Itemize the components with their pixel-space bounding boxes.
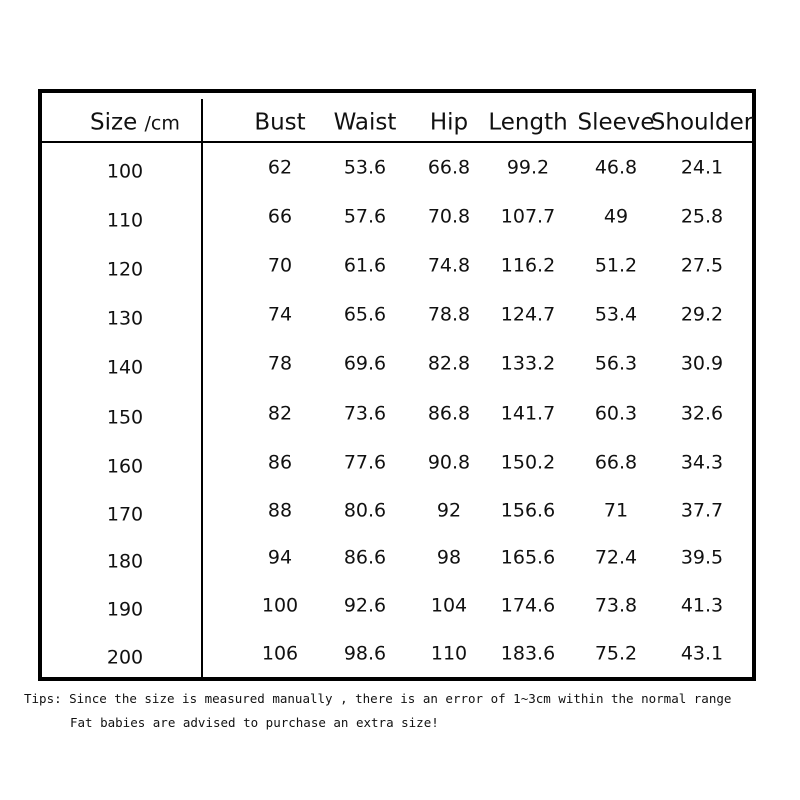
value-cell-hip: 86.8	[427, 402, 471, 425]
value-cell-shoulder: 34.3	[680, 451, 724, 474]
value-cell-sleeve: 49	[603, 205, 629, 228]
size-cell: 100	[106, 160, 144, 183]
size-header: Size /cm	[90, 109, 180, 136]
value-cell-sleeve: 46.8	[594, 156, 638, 179]
column-header-waist: Waist	[333, 109, 397, 136]
value-cell-shoulder: 30.9	[680, 352, 724, 375]
size-cell: 200	[106, 646, 144, 669]
size-cell: 170	[106, 503, 144, 526]
value-cell-bust: 62	[267, 156, 293, 179]
value-cell-hip: 90.8	[427, 451, 471, 474]
value-cell-shoulder: 29.2	[680, 303, 724, 326]
size-unit: /cm	[144, 112, 180, 135]
value-cell-length: 116.2	[500, 254, 556, 277]
value-cell-waist: 53.6	[343, 156, 387, 179]
value-cell-bust: 94	[267, 546, 293, 569]
value-cell-bust: 74	[267, 303, 293, 326]
value-cell-sleeve: 71	[603, 499, 629, 522]
size-column-divider	[201, 99, 203, 679]
size-cell: 140	[106, 356, 144, 379]
value-cell-bust: 86	[267, 451, 293, 474]
size-chart-table	[38, 89, 756, 681]
column-header-shoulder: Shoulder	[650, 109, 754, 136]
value-cell-length: 156.6	[500, 499, 556, 522]
value-cell-waist: 73.6	[343, 402, 387, 425]
value-cell-hip: 104	[430, 594, 468, 617]
size-cell: 190	[106, 598, 144, 621]
value-cell-length: 165.6	[500, 546, 556, 569]
value-cell-sleeve: 75.2	[594, 642, 638, 665]
value-cell-bust: 106	[261, 642, 299, 665]
value-cell-hip: 98	[436, 546, 462, 569]
value-cell-length: 124.7	[500, 303, 556, 326]
tips-line-2: Fat babies are advised to purchase an extra size!	[70, 715, 439, 730]
value-cell-shoulder: 39.5	[680, 546, 724, 569]
value-cell-shoulder: 37.7	[680, 499, 724, 522]
value-cell-hip: 82.8	[427, 352, 471, 375]
value-cell-waist: 98.6	[343, 642, 387, 665]
value-cell-shoulder: 27.5	[680, 254, 724, 277]
value-cell-hip: 110	[430, 642, 468, 665]
column-header-bust: Bust	[254, 109, 306, 136]
size-cell: 160	[106, 455, 144, 478]
value-cell-shoulder: 41.3	[680, 594, 724, 617]
value-cell-length: 174.6	[500, 594, 556, 617]
value-cell-sleeve: 66.8	[594, 451, 638, 474]
value-cell-waist: 86.6	[343, 546, 387, 569]
value-cell-sleeve: 56.3	[594, 352, 638, 375]
value-cell-shoulder: 32.6	[680, 402, 724, 425]
value-cell-bust: 82	[267, 402, 293, 425]
value-cell-bust: 66	[267, 205, 293, 228]
value-cell-shoulder: 43.1	[680, 642, 724, 665]
value-cell-length: 150.2	[500, 451, 556, 474]
value-cell-bust: 78	[267, 352, 293, 375]
value-cell-waist: 61.6	[343, 254, 387, 277]
value-cell-waist: 77.6	[343, 451, 387, 474]
value-cell-waist: 57.6	[343, 205, 387, 228]
value-cell-length: 99.2	[506, 156, 550, 179]
value-cell-sleeve: 72.4	[594, 546, 638, 569]
size-cell: 180	[106, 550, 144, 573]
value-cell-hip: 66.8	[427, 156, 471, 179]
size-cell: 120	[106, 258, 144, 281]
value-cell-sleeve: 73.8	[594, 594, 638, 617]
value-cell-hip: 78.8	[427, 303, 471, 326]
value-cell-length: 107.7	[500, 205, 556, 228]
value-cell-bust: 100	[261, 594, 299, 617]
value-cell-sleeve: 60.3	[594, 402, 638, 425]
value-cell-hip: 92	[436, 499, 462, 522]
value-cell-waist: 80.6	[343, 499, 387, 522]
value-cell-waist: 65.6	[343, 303, 387, 326]
column-header-hip: Hip	[429, 109, 469, 136]
value-cell-sleeve: 53.4	[594, 303, 638, 326]
value-cell-length: 133.2	[500, 352, 556, 375]
value-cell-shoulder: 24.1	[680, 156, 724, 179]
size-cell: 150	[106, 406, 144, 429]
value-cell-length: 183.6	[500, 642, 556, 665]
value-cell-sleeve: 51.2	[594, 254, 638, 277]
tips-line-1: Tips: Since the size is measured manually , there is an error of 1~3cm within the normal range	[24, 691, 732, 706]
column-header-length: Length	[488, 109, 568, 136]
size-cell: 110	[106, 209, 144, 232]
value-cell-shoulder: 25.8	[680, 205, 724, 228]
value-cell-waist: 69.6	[343, 352, 387, 375]
value-cell-hip: 70.8	[427, 205, 471, 228]
value-cell-bust: 70	[267, 254, 293, 277]
value-cell-length: 141.7	[500, 402, 556, 425]
size-cell: 130	[106, 307, 144, 330]
value-cell-waist: 92.6	[343, 594, 387, 617]
value-cell-bust: 88	[267, 499, 293, 522]
value-cell-hip: 74.8	[427, 254, 471, 277]
column-header-sleeve: Sleeve	[577, 109, 655, 136]
header-divider	[42, 141, 752, 143]
